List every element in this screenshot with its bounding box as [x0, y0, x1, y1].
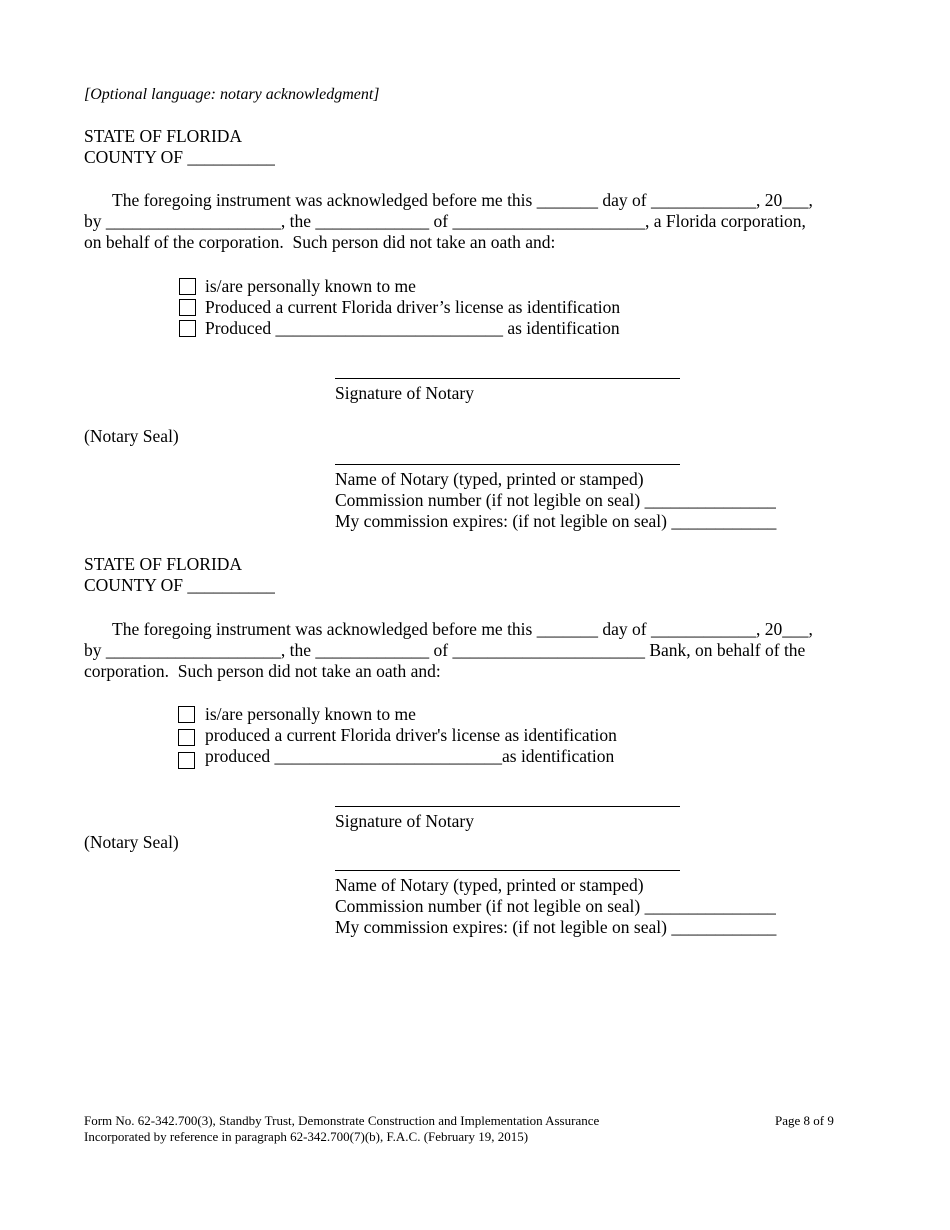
paragraph-line-2: by ____________________, the _____________ of ______________________ Bank, on behalf of the — [84, 640, 806, 660]
footer-incorporated: Incorporated by reference in paragraph 62-342.700(7)(b), F.A.C. (February 19, 2015) — [84, 1129, 529, 1144]
commission-expires-line: My commission expires: (if not legible on seal) ____________ — [335, 917, 777, 937]
option-personally-known: is/are personally known to me — [205, 276, 416, 296]
notary-name-label: Name of Notary (typed, printed or stamped) — [335, 875, 644, 895]
paragraph-line-1: The foregoing instrument was acknowledged before me this _______ day of ____________, 20___, — [112, 190, 813, 210]
checkbox-drivers-license[interactable] — [179, 299, 196, 316]
county-line: COUNTY OF __________ — [84, 147, 275, 167]
signature-label: Signature of Notary — [335, 383, 474, 403]
option-personally-known: is/are personally known to me — [205, 704, 416, 724]
state-heading: STATE OF FLORIDA — [84, 126, 243, 146]
notary-seal-label: (Notary Seal) — [84, 426, 179, 446]
option-drivers-license: Produced a current Florida driver’s license as identification — [205, 297, 621, 317]
paragraph-line-1: The foregoing instrument was acknowledged before me this _______ day of ____________, 20___, — [112, 619, 813, 639]
signature-line — [335, 806, 680, 807]
paragraph-line-3: on behalf of the corporation. Such person did not take an oath and: — [84, 232, 556, 252]
optional-language-note: [Optional language: notary acknowledgment] — [84, 86, 380, 103]
checkbox-other-id[interactable] — [179, 320, 196, 337]
checkbox-personally-known[interactable] — [179, 278, 196, 295]
checkbox-personally-known[interactable] — [178, 706, 195, 723]
option-drivers-license: produced a current Florida driver's license as identification — [205, 725, 617, 745]
footer-page-number: Page 8 of 9 — [775, 1113, 834, 1128]
footer-form-number: Form No. 62-342.700(3), Standby Trust, Demonstrate Construction and Implementation Assurance — [84, 1113, 600, 1128]
checkbox-other-id[interactable] — [178, 752, 195, 769]
commission-number-line: Commission number (if not legible on seal) _______________ — [335, 490, 776, 510]
option-other-id: Produced __________________________ as identification — [205, 318, 620, 338]
checkbox-drivers-license[interactable] — [178, 729, 195, 746]
commission-expires-line: My commission expires: (if not legible on seal) ____________ — [335, 511, 777, 531]
notary-name-line — [335, 464, 680, 465]
state-heading: STATE OF FLORIDA — [84, 554, 243, 574]
notary-name-label: Name of Notary (typed, printed or stamped) — [335, 469, 644, 489]
signature-line — [335, 378, 680, 379]
signature-label: Signature of Notary — [335, 811, 474, 831]
paragraph-line-2: by ____________________, the _____________ of ______________________, a Florida corporation, — [84, 211, 806, 231]
option-other-id: produced __________________________as identification — [205, 746, 615, 766]
notary-name-line — [335, 870, 680, 871]
county-line: COUNTY OF __________ — [84, 575, 275, 595]
notary-seal-label: (Notary Seal) — [84, 832, 179, 852]
paragraph-line-3: corporation. Such person did not take an oath and: — [84, 661, 441, 681]
commission-number-line: Commission number (if not legible on seal) _______________ — [335, 896, 776, 916]
